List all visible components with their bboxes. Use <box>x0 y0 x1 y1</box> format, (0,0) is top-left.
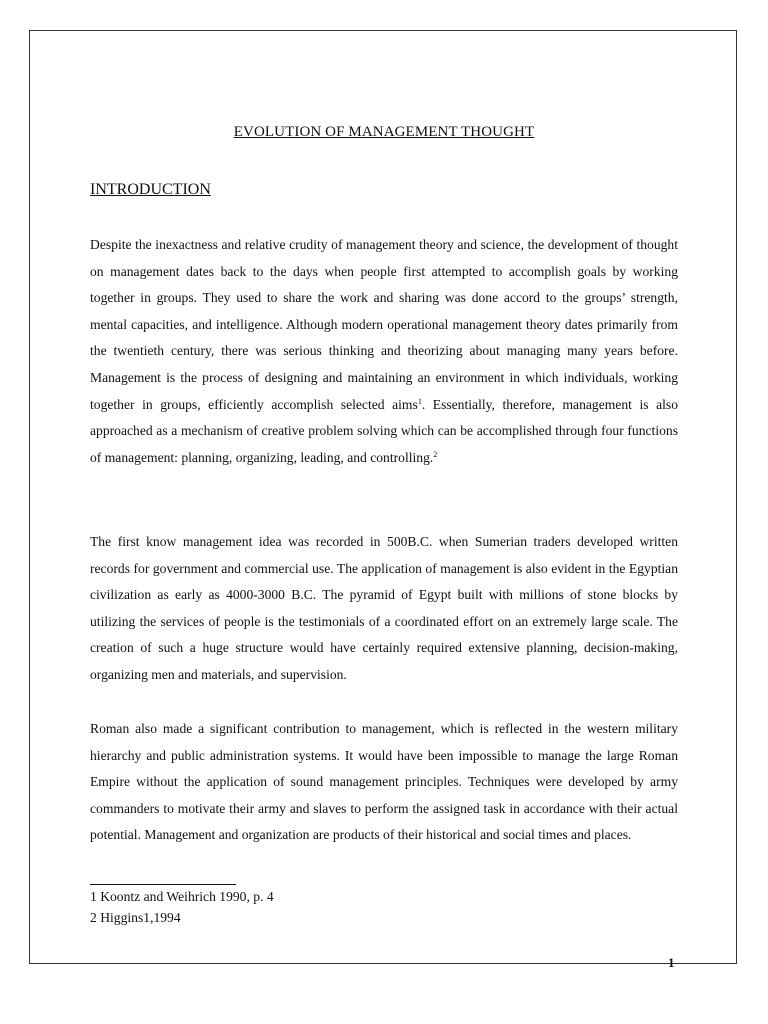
footnote-ref-2: 2 <box>433 449 438 459</box>
footnote-2: 2 Higgins1,1994 <box>90 910 181 925</box>
paragraph-1-text-b: . Essentially, therefore, management is also approached as a mechanism of creative problem solving which can be accomplished through four functions of management: planning, organizing, leading, and controlling. <box>90 396 679 465</box>
paragraph-2: The first know management idea was recorded in 500B.C. when Sumerian traders developed written records for government and commercial use. The application of management is also evident in the Egyptian civilization as early as 4000-3000 B.C. The pyramid of Egypt built with millions of stone blocks by utilizing the services of people is the testimonials of a coordinated effort on an extremely large scale. The creation of such a huge structure would have certainly required extensive planning, decision-making, organizing men and materials, and supervision. <box>90 534 678 682</box>
footnote-ref-1: 1 <box>417 396 422 406</box>
document-title: EVOLUTION OF MANAGEMENT THOUGHT <box>233 124 535 140</box>
page-number: 1 <box>668 955 675 970</box>
footnote-separator <box>90 884 236 885</box>
footnote-1: 1 Koontz and Weihrich 1990, p. 4 <box>90 889 274 904</box>
section-heading-introduction: INTRODUCTION <box>90 181 211 198</box>
paragraph-3: Roman also made a significant contribution to management, which is reflected in the western military hierarchy and public administration systems. It would have been impossible to manage the large Roman Empire without the application of sound management principles. Techniques were developed by army commanders to motivate their army and slaves to perform the assigned task in accordance with their actual potential. Management and organization are products of their historical and social times and places. <box>90 721 678 843</box>
paragraph-1-text-a: Despite the inexactness and relative crudity of management theory and science, the development of thought on management dates back to the days when people first attempted to accomplish goals by working together in groups. They used to share the work and sharing was done accord to the groups’ strength, mental capacities, and intelligence. Although modern operational management theory dates primarily from the twentieth century, there was serious thinking and theorizing about managing many years before. Management is the process of designing and maintaining an environment in which individuals, working together in groups, efficiently accomplish selected aims <box>90 237 678 412</box>
paragraph-1 <box>90 232 678 471</box>
